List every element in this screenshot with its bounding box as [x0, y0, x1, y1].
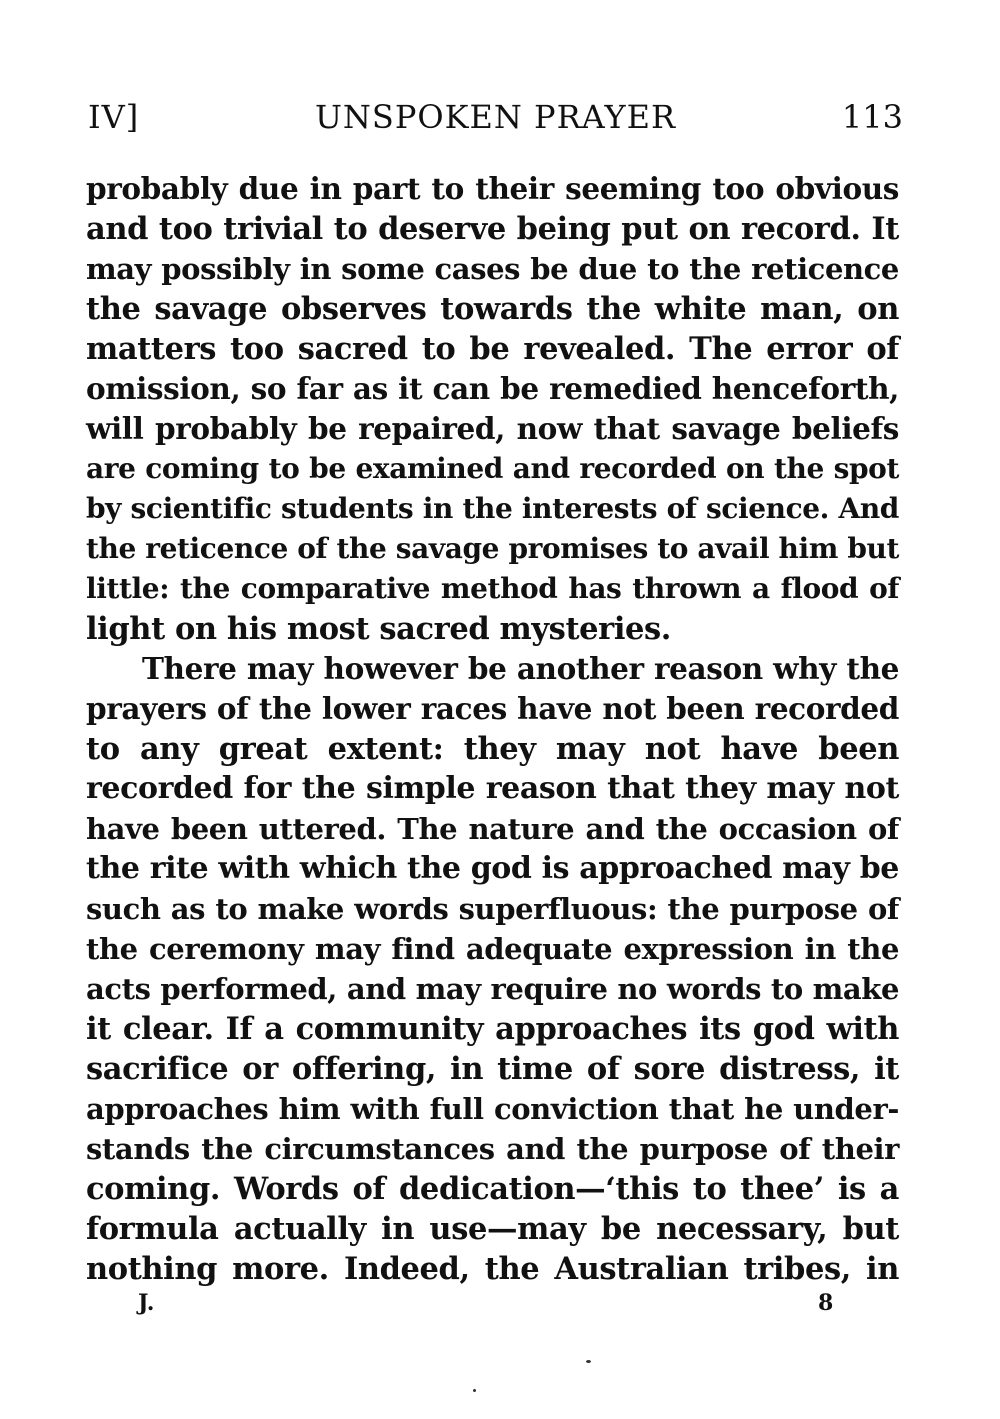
- text-line: matters too sacred to be revealed. The error of: [86, 331, 899, 367]
- text-line: stands the circumstances and the purpose of their: [86, 1132, 899, 1166]
- print-speck: [586, 1360, 591, 1363]
- page-number: 113: [841, 98, 903, 136]
- print-speck: [473, 1389, 476, 1392]
- text-line: approaches him with full conviction that he under-: [86, 1092, 899, 1126]
- text-line: probably due in part to their seeming too obvious: [86, 171, 899, 206]
- text-line: will probably be repaired, now that savage beliefs: [86, 411, 899, 446]
- text-line: sacrifice or offering, in time of sore distress, it: [86, 1051, 899, 1087]
- text-line: the savage observes towards the white man, on: [86, 291, 899, 327]
- running-title: UNSPOKEN PRAYER: [314, 98, 677, 136]
- sheet-number: 8: [818, 1290, 834, 1316]
- text-line: There may however be another reason why the: [142, 651, 899, 686]
- text-line: to any great extent: they may not have been: [86, 731, 899, 767]
- text-line: and too trivial to deserve being put on record. It: [86, 211, 899, 247]
- chapter-number: IV]: [88, 98, 140, 136]
- text-line: may possibly in some cases be due to the reticence: [86, 252, 899, 286]
- text-line: are coming to be examined and recorded on the spot: [86, 452, 899, 485]
- text-line: acts performed, and may require no words to make: [86, 972, 899, 1006]
- text-line: recorded for the simple reason that they may not: [86, 771, 899, 806]
- text-line: it clear. If a community approaches its god with: [86, 1011, 899, 1047]
- page-footer: [88, 1288, 903, 1318]
- text-line: prayers of the lower races have not been recorded: [86, 691, 899, 726]
- text-line: the reticence of the savage promises to avail him but: [86, 532, 899, 565]
- text-line: by scientific students in the interests of science. And: [86, 492, 899, 525]
- text-line: have been uttered. The nature and the occasion of: [86, 812, 899, 846]
- text-line: coming. Words of dedication—‘this to thee’ is a: [86, 1171, 899, 1207]
- signature-mark: J.: [138, 1290, 155, 1316]
- text-line: nothing more. Indeed, the Australian tribes, in: [86, 1251, 899, 1287]
- body-text: [86, 169, 899, 1289]
- text-line: formula actually in use—may be necessary, but: [86, 1211, 899, 1247]
- text-line: the rite with which the god is approached may be: [86, 851, 899, 886]
- text-line: light on his most sacred mysteries.: [86, 611, 671, 647]
- running-header: [88, 92, 903, 142]
- text-line: omission, so far as it can be remedied henceforth,: [86, 371, 899, 406]
- text-line: little: the comparative method has thrown a flood of: [86, 572, 899, 605]
- text-line: the ceremony may find adequate expression in the: [86, 932, 899, 966]
- text-line: such as to make words superfluous: the purpose of: [86, 892, 899, 926]
